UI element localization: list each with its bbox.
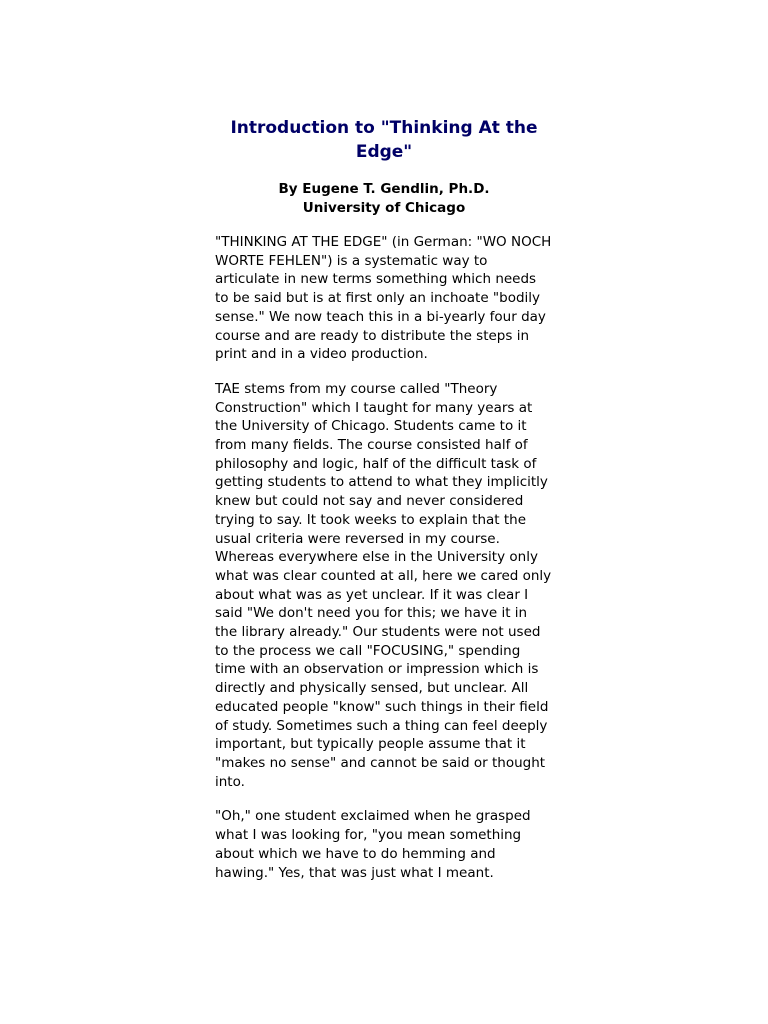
paragraph-1: "THINKING AT THE EDGE" (in German: "WO NOCH WORTE FEHLEN") is a systematic way to articulate in new terms something which needs to be said but is at first only an inchoate "bodily sense." We now teach this in a bi-yearly four day course and are ready to distribute the steps in print and in a video production.: [215, 234, 552, 363]
author-name: By Eugene T. Gendlin, Ph.D.: [278, 181, 490, 197]
document-page: [215, 116, 553, 882]
paragraph-3: "Oh," one student exclaimed when he grasped what I was looking for, "you mean something about which we have to do hemming and hawing." Yes, that was just what I meant.: [215, 808, 531, 881]
page-title: Introduction to "Thinking At the Edge": [230, 118, 538, 162]
byline: [215, 180, 553, 217]
author-affiliation: University of Chicago: [302, 199, 466, 216]
paragraph-2: TAE stems from my course called "Theory Construction" which I taught for many years at the University of Chicago. Students came to it from many fields. The course consisted half of philosophy and logic, half of the difficult task of getting students to attend to what they implicitly knew but could not say and never considered trying to say. It took weeks to explain that the usual criteria were reversed in my course. Whereas everywhere else in the University only what was clear counted at all, here we cared only about what was as yet unclear. If it was clear I said "We don't need you for this; we have it in the library already." Our students were not used to the process we call "FOCUSING," spending time with an observation or impression which is directly and physically sensed, but unclear. All educated people "know" such things in their field of study. Sometimes such a thing can feel deeply important, but typically people assume that it "makes no sense" and cannot be said or thought into.: [215, 380, 552, 790]
